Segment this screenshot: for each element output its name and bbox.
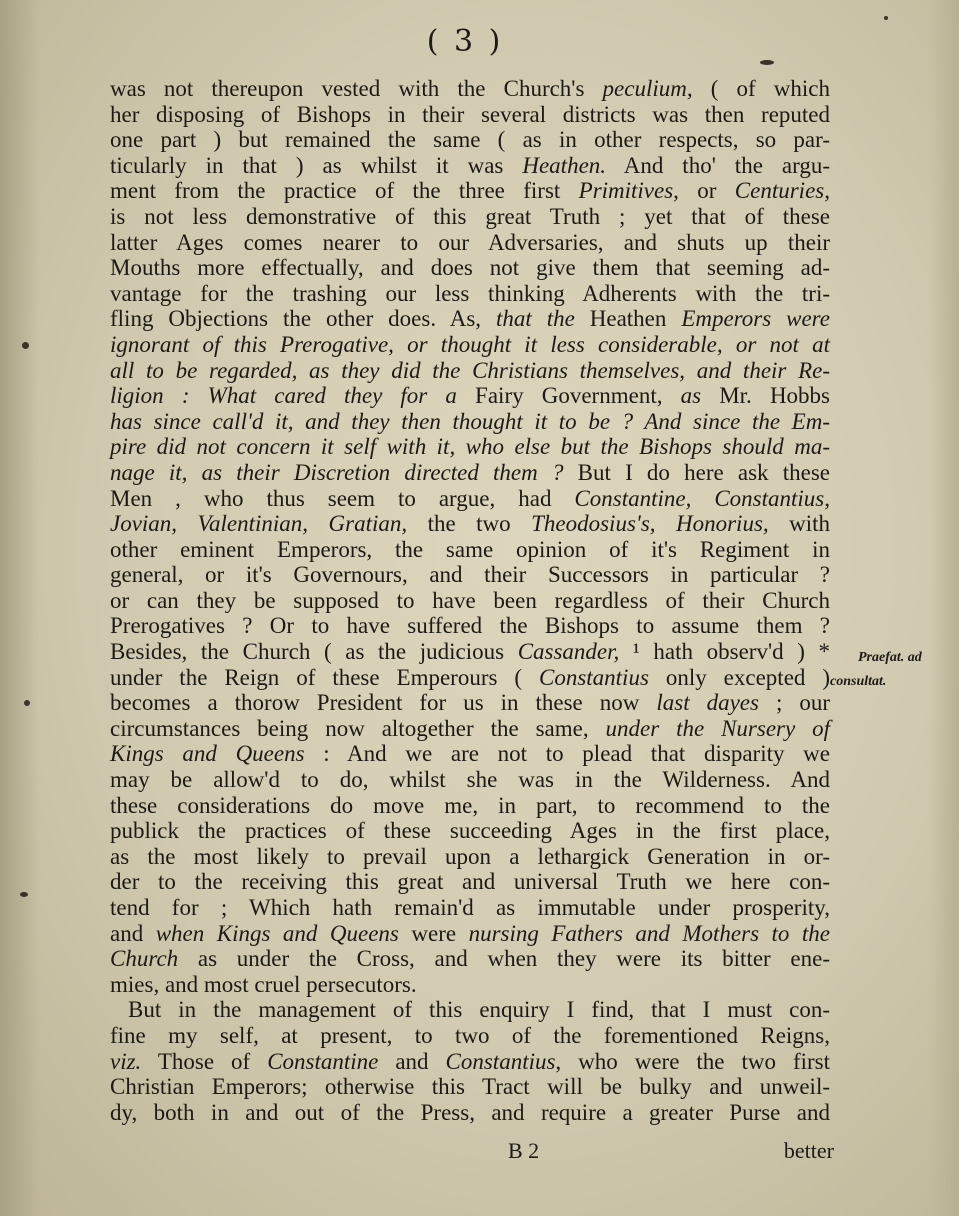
text-line (110, 1023, 830, 1049)
text-run: Constantine, Constantius, (574, 485, 830, 511)
text-run: Mouths more effectually, and does not give them that seeming ad- (110, 255, 830, 281)
text-run: Centuries, (734, 178, 830, 204)
text-line (110, 76, 830, 102)
text-run: latter Ages comes nearer to our Adversaries, and shuts up their (110, 229, 830, 255)
text-run: ignorant of this Prerogative, or thought it less considerable, or not at (110, 331, 830, 357)
text-line (110, 690, 830, 716)
text-run: vantage for the trashing our less thinking Adherents with the tri- (110, 280, 830, 306)
text-run: were (398, 920, 469, 946)
text-run: other eminent Emperors, the same opinion of it's Regiment in (110, 536, 830, 562)
text-line (110, 818, 830, 844)
text-line (110, 946, 830, 972)
text-line (110, 281, 830, 307)
text-run: and (110, 920, 156, 946)
text-run: ticularly in that ) as whilst it was (110, 152, 523, 178)
text-line (110, 921, 830, 947)
text-line (110, 844, 830, 870)
text-line (110, 537, 830, 563)
text-run: nage it, as their Discretion directed them ? (110, 459, 564, 485)
text-run: Kings and Queens (110, 741, 305, 767)
text-run: has since call'd it, and they then thought it to be ? And since the Em- (110, 408, 830, 434)
text-run: Fairy Government, (456, 383, 681, 409)
text-run: one part ) but remained the same ( as in other respects, so par- (110, 127, 830, 153)
signature-mark: B 2 (508, 1138, 540, 1163)
text-run: was not thereupon vested with the Church's (110, 76, 603, 101)
text-run: viz. (110, 1048, 142, 1074)
text-run: dy, both in and out of the Press, and require a greater Purse and (110, 1099, 830, 1125)
text-line (110, 767, 830, 793)
text-run: all to be regarded, as they did the Christians themselves, and their Re- (110, 357, 830, 383)
catchword: better (783, 1138, 834, 1163)
text-run: as the most likely to prevail upon a lethargick Generation in or- (110, 843, 830, 869)
text-run: Theodosius's, Honorius, (531, 511, 769, 537)
text-run: when Kings and Queens (155, 920, 399, 946)
text-run: nursing Fathers and Mothers to the (468, 920, 830, 946)
text-line (110, 741, 830, 767)
text-line (110, 1049, 830, 1075)
text-run: ment from the practice of the three first (110, 178, 579, 204)
text-run: Christian Emperors; otherwise this Tract will be bulky and unweil- (110, 1074, 830, 1100)
text-line (110, 997, 830, 1023)
text-run: only excepted ) (648, 664, 830, 690)
text-run: ¹ hath observ'd ) * (619, 639, 830, 665)
text-run: under the Reign of these Emperours ( (110, 664, 539, 690)
text-run: or (678, 178, 735, 204)
text-line (110, 562, 830, 588)
text-line (110, 204, 830, 230)
text-run: But I do here ask these (563, 459, 830, 485)
text-line (110, 486, 830, 512)
margin-note-line-2: consultat. (830, 674, 887, 689)
text-line (110, 255, 830, 281)
text-run: who were the two first (561, 1048, 830, 1074)
text-run: Primitives, (578, 178, 679, 204)
text-line (110, 1100, 830, 1126)
text-line (110, 102, 830, 128)
text-run: is not less demonstrative of this great Truth ; yet that of these (110, 203, 830, 229)
text-run: circumstances being now altogether the same, (110, 715, 606, 741)
text-run: and (378, 1048, 446, 1074)
text-run: Jovian, Valentinian, Gratian, (110, 511, 408, 537)
text-run: Constantius (538, 664, 649, 690)
body-text (110, 76, 830, 1125)
text-run: And tho' the argu- (606, 152, 830, 178)
text-run: Emperors were (681, 306, 830, 332)
text-run: mies, and most cruel persecutors. (110, 971, 417, 997)
text-run: last dayes (656, 690, 759, 716)
text-run: : And we are not to plead that disparity we (304, 741, 830, 767)
text-run: Church (110, 946, 179, 972)
text-line (110, 230, 830, 256)
text-line (110, 1074, 830, 1100)
text-run: her disposing of Bishops in their several districts was then reputed (110, 101, 830, 127)
text-line (110, 153, 830, 179)
text-run: Mr. Hobbs (701, 383, 831, 409)
text-run: these considerations do move me, in part, to recommend to the (110, 792, 830, 818)
text-run: fling Objections the other does. As, (110, 306, 496, 332)
text-run: Prerogatives ? Or to have suffered the Bishops to assume them ? (110, 613, 830, 639)
text-run: Those of (141, 1048, 268, 1074)
text-run: may be allow'd to do, whilst she was in the Wilderness. And (110, 767, 830, 793)
text-run: as under the Cross, and when they were its bitter ene- (178, 946, 830, 972)
text-line (110, 178, 830, 204)
text-line (110, 665, 830, 691)
text-run: tend for ; Which hath remain'd as immutable under prosperity, (110, 895, 830, 920)
text-run: Cassander, (517, 639, 620, 665)
text-run: ligion : What cared they for a (110, 383, 457, 409)
text-run: as (680, 383, 702, 409)
page-footer (110, 1138, 834, 1166)
text-line (110, 460, 830, 486)
text-line (110, 127, 830, 153)
text-run: Heathen. (522, 152, 607, 178)
margin-note-line-1: Praefat. ad (858, 650, 922, 665)
text-line (110, 895, 830, 921)
text-run: But in the management of this enquiry I find, that I must con- (128, 997, 830, 1023)
text-run: or can they be supposed to have been regardless of their Church (110, 587, 830, 613)
text-run: ( of which (692, 76, 830, 101)
text-line (110, 793, 830, 819)
text-run: ; our (758, 690, 830, 716)
text-line (110, 332, 830, 358)
text-line (110, 869, 830, 895)
text-line (110, 588, 830, 614)
text-run: Heathen (574, 306, 682, 332)
text-line (110, 383, 830, 409)
text-line (110, 639, 830, 665)
text-line (110, 306, 830, 332)
text-run: Constantius, (445, 1048, 562, 1074)
text-run: with (768, 511, 830, 537)
text-line (110, 613, 830, 639)
text-run: under the Nursery of (605, 715, 831, 741)
text-run: publick the practices of these succeeding Ages in the first place, (110, 818, 830, 844)
text-run: Constantine (267, 1048, 379, 1074)
text-run: der to the receiving this great and universal Truth we here con- (110, 869, 830, 895)
text-run: peculium, (602, 76, 693, 101)
text-line (110, 972, 830, 998)
page-number: ( 3 ) (426, 24, 504, 59)
text-run: general, or it's Governours, and their Successors in particular ? (110, 562, 830, 588)
text-run: fine my self, at present, to two of the forementioned Reigns, (110, 1022, 830, 1048)
text-line (110, 409, 830, 435)
text-run: pire did not concern it self with it, who else but the Bishops should ma- (110, 434, 830, 460)
text-run: that the (496, 306, 575, 332)
text-run: becomes a thorow President for us in these now (110, 690, 657, 716)
text-run: the two (407, 511, 532, 537)
text-line (110, 434, 830, 460)
text-line (110, 358, 830, 384)
text-run: Besides, the Church ( as the judicious (110, 639, 518, 665)
text-line (110, 511, 830, 537)
text-line (110, 716, 830, 742)
text-run: Men , who thus seem to argue, had (110, 485, 575, 511)
